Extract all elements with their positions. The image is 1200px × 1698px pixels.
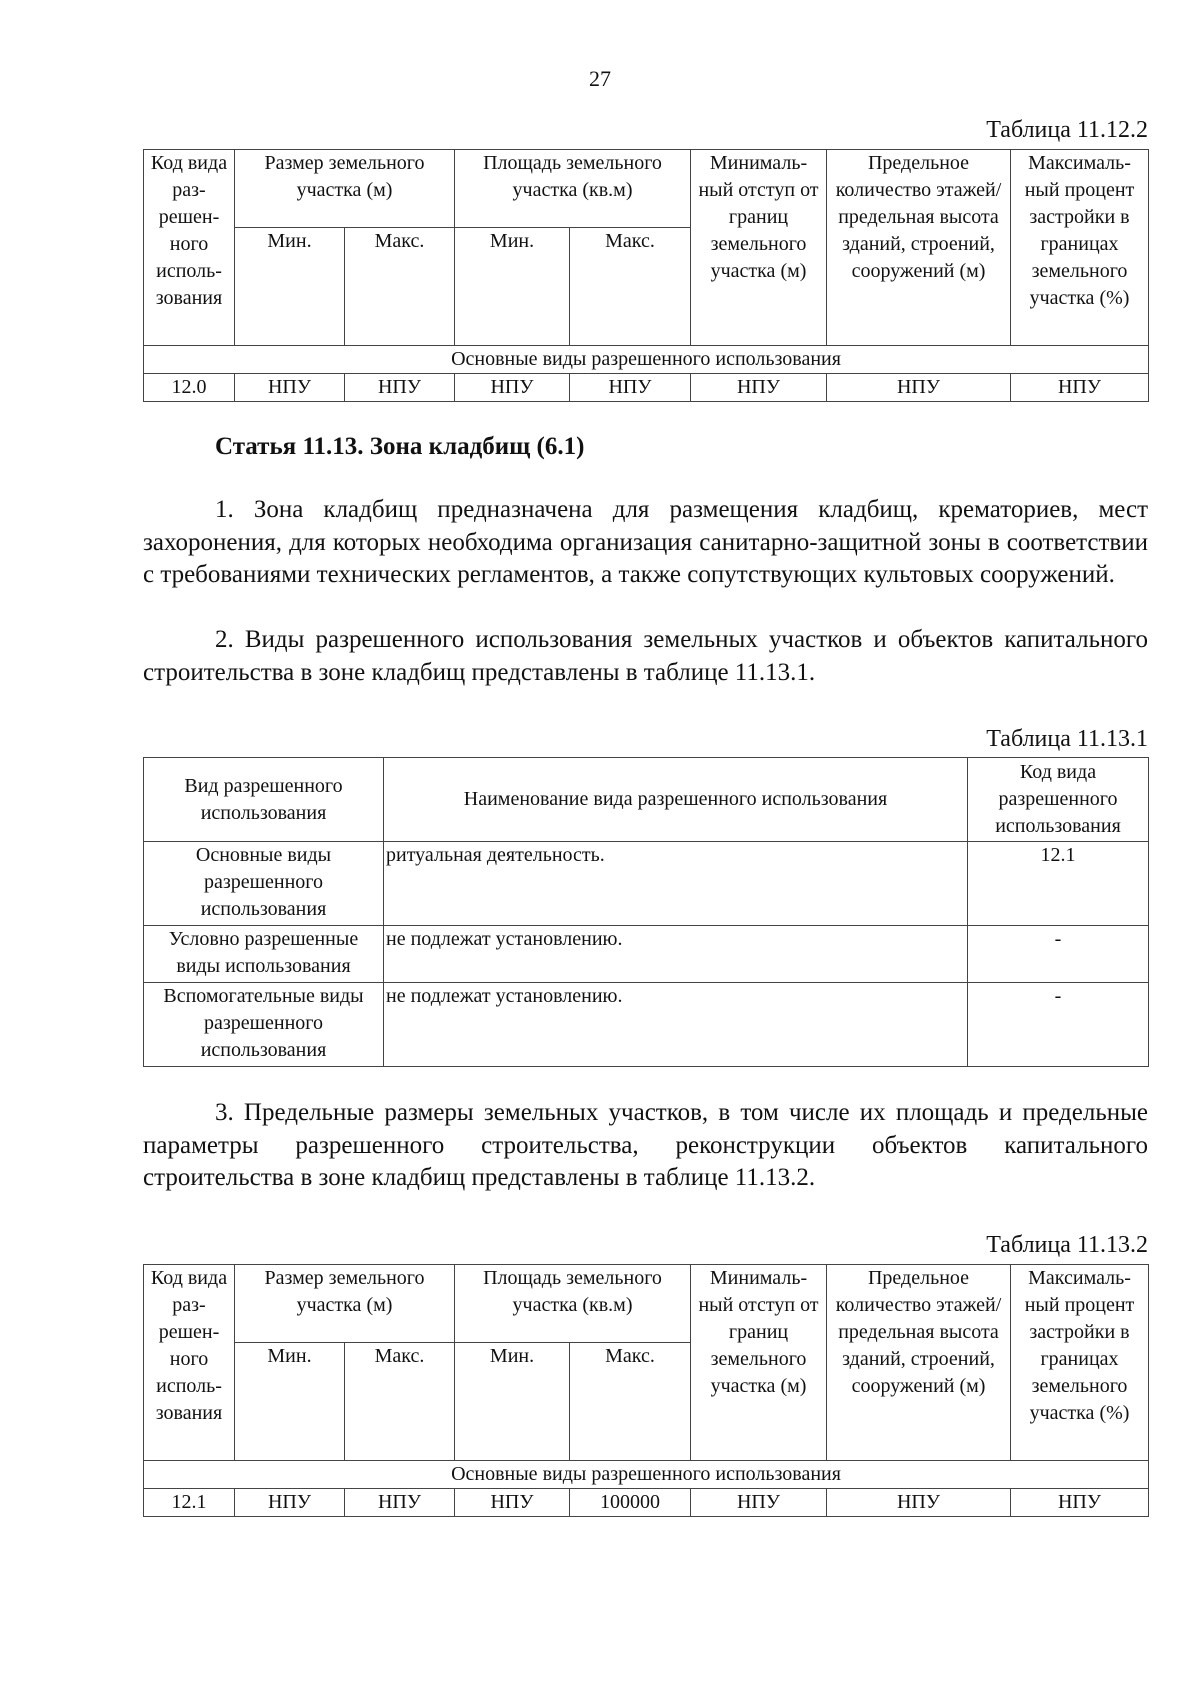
header-size-max: Макс. <box>345 1343 455 1461</box>
table-cell: НПУ <box>827 374 1011 402</box>
header-type: Вид разрешенного использования <box>144 758 384 842</box>
use-types-table-11-13-1 <box>143 757 1149 1067</box>
header-area: Площадь земельного участка (кв.м) <box>455 150 691 228</box>
paragraph-3: 3. Предельные размеры земельных участков, в том числе их площадь и предельные параметры разрешенного строительства, реконструкции объектов капитального строительства в зоне кладбищ представлены в таблице 11.13.2. <box>143 1099 1148 1191</box>
row-type: Вспомогательные виды разрешенного использования <box>144 983 384 1067</box>
header-area-max: Макс. <box>570 228 691 346</box>
header-size-min: Мин. <box>235 228 345 346</box>
row-name: не подлежат установлению. <box>384 983 968 1067</box>
header-code: Код вида раз-решен-ного исполь-зования <box>144 1265 235 1461</box>
header-size-max: Макс. <box>345 228 455 346</box>
table-cell: НПУ <box>570 374 691 402</box>
table-cell: НПУ <box>1011 1489 1149 1517</box>
table-cell: 100000 <box>570 1489 691 1517</box>
table-cell: НПУ <box>827 1489 1011 1517</box>
params-table-11-13-2 <box>143 1264 1149 1517</box>
table-cell: НПУ <box>691 374 827 402</box>
row-name: не подлежат установлению. <box>384 926 968 983</box>
header-area-min: Мин. <box>455 228 570 346</box>
table-cell: НПУ <box>455 1489 570 1517</box>
table-cell: НПУ <box>345 1489 455 1517</box>
header-area: Площадь земельного участка (кв.м) <box>455 1265 691 1343</box>
header-size: Размер земельного участка (м) <box>235 150 455 228</box>
section-row: Основные виды разрешенного использования <box>144 346 1149 374</box>
header-name: Наименование вида разрешенного использования <box>384 758 968 842</box>
header-area-max: Макс. <box>570 1343 691 1461</box>
row-name: ритуальная деятельность. <box>384 842 968 926</box>
header-offset: Минималь-ный отступ от границ земельного участка (м) <box>691 1265 827 1461</box>
row-code: - <box>968 926 1149 983</box>
section-row: Основные виды разрешенного использования <box>144 1461 1149 1489</box>
row-code: - <box>968 983 1149 1067</box>
row-type: Условно разрешенные виды использования <box>144 926 384 983</box>
table-cell: 12.1 <box>144 1489 235 1517</box>
table-cell: НПУ <box>235 1489 345 1517</box>
table-cell: НПУ <box>691 1489 827 1517</box>
header-area-min: Мин. <box>455 1343 570 1461</box>
paragraph-1: 1. Зона кладбищ предназначена для размещения кладбищ, крематориев, мест захоронения, для которых необходима организация санитарно-защитной зоны в соответствии с требованиями технических регламентов, а также сопутствующих культовых сооружений. <box>143 496 1148 588</box>
header-floors: Предельное количество этажей/ предельная высота зданий, строений, сооружений (м) <box>827 1265 1011 1461</box>
table-cell: НПУ <box>235 374 345 402</box>
header-percent: Максималь-ный процент застройки в границах земельного участка (%) <box>1011 1265 1149 1461</box>
table-cell: НПУ <box>455 374 570 402</box>
header-floors: Предельное количество этажей/ предельная высота зданий, строений, сооружений (м) <box>827 150 1011 346</box>
header-offset: Минималь-ный отступ от границ земельного участка (м) <box>691 150 827 346</box>
table-caption: Таблица 11.13.2 <box>986 1232 1148 1258</box>
paragraph-2: 2. Виды разрешенного использования земельных участков и объектов капитального строительства в зоне кладбищ представлены в таблице 11.13.1. <box>143 626 1148 686</box>
table-cell: НПУ <box>345 374 455 402</box>
params-table-11-12-2 <box>143 149 1149 402</box>
table-cell: 12.0 <box>144 374 235 402</box>
header-size-min: Мин. <box>235 1343 345 1461</box>
header-code: Код вида разрешенного использования <box>968 758 1149 842</box>
table-caption: Таблица 11.12.2 <box>986 117 1148 143</box>
header-code: Код вида раз-решен-ного исполь-зования <box>144 150 235 346</box>
header-percent: Максималь-ный процент застройки в границах земельного участка (%) <box>1011 150 1149 346</box>
row-type: Основные виды разрешенного использования <box>144 842 384 926</box>
row-code: 12.1 <box>968 842 1149 926</box>
page-number: 27 <box>589 66 611 91</box>
table-caption: Таблица 11.13.1 <box>986 726 1148 752</box>
table-cell: НПУ <box>1011 374 1149 402</box>
article-heading: Статья 11.13. Зона кладбищ (6.1) <box>215 433 585 460</box>
header-size: Размер земельного участка (м) <box>235 1265 455 1343</box>
